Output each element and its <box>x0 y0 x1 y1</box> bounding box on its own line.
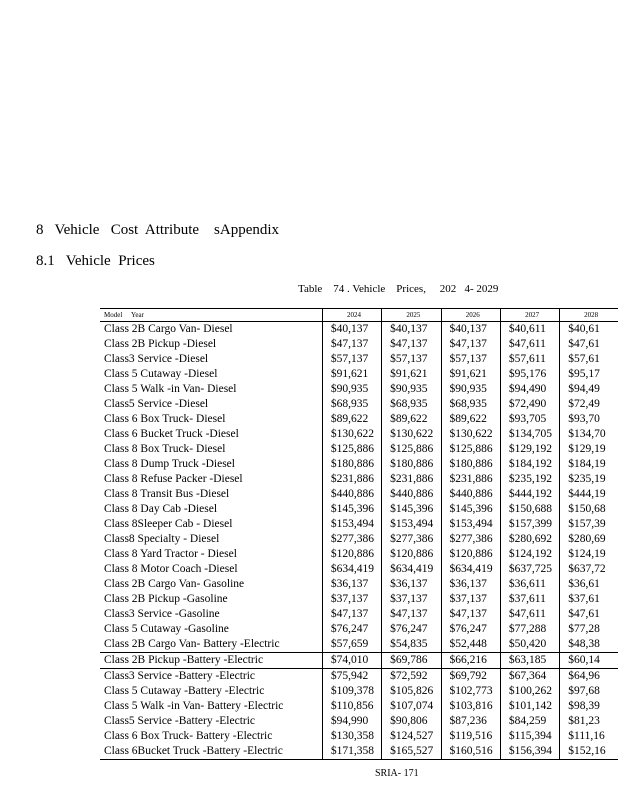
price-cell: $68,935 <box>382 397 441 412</box>
price-cell: $68,935 <box>322 397 381 412</box>
price-cell: $40,137 <box>382 322 441 338</box>
price-cell: $47,137 <box>382 337 441 352</box>
table-row <box>100 669 618 685</box>
model-cell: Class8 Specialty - Diesel <box>104 533 220 545</box>
model-cell: Class 8 Box Truck- Diesel <box>104 443 226 455</box>
price-cell: $634,419 <box>382 562 441 577</box>
price-cell: $124,192 <box>500 547 559 562</box>
model-cell: Class3 Service -Gasoline <box>104 608 220 620</box>
price-cell: $90,935 <box>382 382 441 397</box>
price-cell: $231,886 <box>322 472 381 487</box>
price-cell: $87,236 <box>441 714 500 729</box>
price-cell: $91,621 <box>441 367 500 382</box>
vehicle-prices-table <box>100 308 618 760</box>
price-cell: $91,621 <box>322 367 381 382</box>
year-header: Year <box>131 311 144 319</box>
table-body <box>100 322 618 760</box>
price-cell: $57,61 <box>560 352 618 367</box>
price-cell: $48,38 <box>560 637 618 653</box>
price-cell: $157,39 <box>560 517 618 532</box>
price-cell: $280,692 <box>500 532 559 547</box>
price-cell: $157,399 <box>500 517 559 532</box>
model-cell: Class 8 Dump Truck -Diesel <box>104 458 235 470</box>
price-cell: $47,61 <box>560 607 618 622</box>
price-cell: $37,137 <box>441 592 500 607</box>
table-row <box>100 382 618 397</box>
price-cell: $130,622 <box>382 427 441 442</box>
model-cell: Class 8 Motor Coach -Diesel <box>104 563 238 575</box>
model-cell: Class 6Bucket Truck -Battery -Electric <box>100 744 322 760</box>
price-cell: $444,192 <box>500 487 559 502</box>
price-cell: $130,622 <box>441 427 500 442</box>
model-cell: Class 2B Pickup -Gasoline <box>104 593 228 605</box>
table-row <box>100 352 618 367</box>
price-cell: $184,192 <box>500 457 559 472</box>
table-row <box>100 607 618 622</box>
model-cell: Class3 Service -Battery -Electric <box>100 669 322 685</box>
model-year-header <box>100 309 322 322</box>
price-cell: $36,137 <box>322 577 381 592</box>
price-cell: $637,725 <box>500 562 559 577</box>
table-row <box>100 744 618 760</box>
price-cell: $57,137 <box>441 352 500 367</box>
price-cell: $57,137 <box>322 352 381 367</box>
table-row <box>100 337 618 352</box>
price-cell: $47,611 <box>500 607 559 622</box>
price-cell: $90,935 <box>441 382 500 397</box>
price-cell: $124,527 <box>382 729 441 744</box>
model-cell: Class5 Service -Battery -Electric <box>104 715 256 727</box>
price-cell: $440,886 <box>322 487 381 502</box>
model-cell: Class 6 Box Truck- Diesel <box>104 413 226 425</box>
table-row <box>100 367 618 382</box>
price-cell: $47,611 <box>500 337 559 352</box>
price-cell: $47,61 <box>560 337 618 352</box>
price-cell: $634,419 <box>441 562 500 577</box>
price-cell: $115,394 <box>500 729 559 744</box>
table-row <box>100 427 618 442</box>
price-cell: $153,494 <box>382 517 441 532</box>
price-cell: $110,856 <box>322 699 381 714</box>
table-caption: Table 74 . Vehicle Prices, 202 4- 2029 <box>298 283 499 295</box>
price-cell: $129,19 <box>560 442 618 457</box>
price-cell: $89,622 <box>382 412 441 427</box>
price-cell: $277,386 <box>322 532 381 547</box>
price-cell: $91,621 <box>382 367 441 382</box>
price-cell: $102,773 <box>441 684 500 699</box>
table-row <box>100 577 618 592</box>
price-cell: $120,886 <box>382 547 441 562</box>
price-cell: $109,378 <box>322 684 381 699</box>
price-cell: $125,886 <box>382 442 441 457</box>
model-cell: Class 5 Walk -in Van- Battery -Electric <box>104 700 284 712</box>
price-cell: $36,137 <box>382 577 441 592</box>
price-cell: $637,72 <box>560 562 618 577</box>
table-row <box>100 729 618 744</box>
price-cell: $95,17 <box>560 367 618 382</box>
price-cell: $93,70 <box>560 412 618 427</box>
price-cell: $180,886 <box>322 457 381 472</box>
price-cell: $171,358 <box>322 744 381 760</box>
table-row <box>100 532 618 547</box>
price-cell: $145,396 <box>322 502 381 517</box>
price-cell: $72,490 <box>500 397 559 412</box>
model-cell: Class 8Sleeper Cab - Diesel <box>104 518 233 530</box>
table-row <box>100 397 618 412</box>
price-cell: $36,61 <box>560 577 618 592</box>
table-row <box>100 442 618 457</box>
price-cell: $57,137 <box>382 352 441 367</box>
price-cell: $101,142 <box>500 699 559 714</box>
year-column-header: 2024 <box>322 309 381 322</box>
price-cell: $89,622 <box>441 412 500 427</box>
price-cell: $64,96 <box>560 669 618 685</box>
price-cell: $150,68 <box>560 502 618 517</box>
price-cell: $100,262 <box>500 684 559 699</box>
price-cell: $47,137 <box>322 607 381 622</box>
table-row <box>100 637 618 653</box>
model-header: Model <box>104 311 123 319</box>
price-cell: $40,137 <box>441 322 500 338</box>
price-cell: $76,247 <box>382 622 441 637</box>
price-cell: $134,70 <box>560 427 618 442</box>
price-cell: $125,886 <box>322 442 381 457</box>
price-cell: $66,216 <box>441 653 500 669</box>
model-cell: Class 8 Transit Bus -Diesel <box>104 488 230 500</box>
price-cell: $68,935 <box>441 397 500 412</box>
table-row <box>100 517 618 532</box>
model-cell: Class 2B Pickup -Battery -Electric <box>100 653 322 669</box>
price-cell: $130,622 <box>322 427 381 442</box>
price-cell: $119,516 <box>441 729 500 744</box>
model-cell: Class 2B Cargo Van- Battery -Electric <box>104 638 280 650</box>
price-cell: $76,247 <box>441 622 500 637</box>
table-row <box>100 653 618 669</box>
price-cell: $94,490 <box>500 382 559 397</box>
price-cell: $57,611 <box>500 352 559 367</box>
price-cell: $152,16 <box>560 744 618 760</box>
price-cell: $280,69 <box>560 532 618 547</box>
table-row <box>100 562 618 577</box>
price-cell: $120,886 <box>441 547 500 562</box>
price-cell: $72,49 <box>560 397 618 412</box>
model-cell: Class 2B Cargo Van- Diesel <box>100 322 322 338</box>
table-row <box>100 487 618 502</box>
price-cell: $69,786 <box>382 653 441 669</box>
model-cell: Class5 Service -Diesel <box>104 398 209 410</box>
price-cell: $105,826 <box>382 684 441 699</box>
price-cell: $103,816 <box>441 699 500 714</box>
price-cell: $89,622 <box>322 412 381 427</box>
price-cell: $76,247 <box>322 622 381 637</box>
price-cell: $444,19 <box>560 487 618 502</box>
price-cell: $277,386 <box>382 532 441 547</box>
price-cell: $52,448 <box>441 637 500 653</box>
price-cell: $37,137 <box>382 592 441 607</box>
price-cell: $145,396 <box>441 502 500 517</box>
table-row <box>100 472 618 487</box>
price-cell: $160,516 <box>441 744 500 760</box>
price-cell: $63,185 <box>500 653 559 669</box>
model-cell: Class 8 Day Cab -Diesel <box>104 503 218 515</box>
year-column-header: 2028 <box>560 309 618 322</box>
model-cell: Class 5 Cutaway -Diesel <box>104 368 218 380</box>
price-cell: $120,886 <box>322 547 381 562</box>
price-cell: $125,886 <box>441 442 500 457</box>
subsection-heading: 8.1 Vehicle Prices <box>36 253 155 269</box>
price-cell: $156,394 <box>500 744 559 760</box>
price-cell: $97,68 <box>560 684 618 699</box>
table-row <box>100 412 618 427</box>
table-row <box>100 502 618 517</box>
price-cell: $40,61 <box>560 322 618 338</box>
price-cell: $40,137 <box>322 322 381 338</box>
model-cell: Class 6 Box Truck- Battery -Electric <box>104 730 273 742</box>
price-cell: $440,886 <box>441 487 500 502</box>
table-row <box>100 547 618 562</box>
table-row <box>100 684 618 699</box>
price-cell: $60,14 <box>560 653 618 669</box>
model-cell: Class 8 Refuse Packer -Diesel <box>104 473 243 485</box>
price-cell: $153,494 <box>322 517 381 532</box>
price-cell: $47,137 <box>441 337 500 352</box>
model-cell: Class3 Service -Diesel <box>104 353 209 365</box>
page-footer: SRIA- 171 <box>375 768 419 779</box>
price-cell: $37,61 <box>560 592 618 607</box>
price-cell: $37,611 <box>500 592 559 607</box>
model-cell: Class 5 Walk -in Van- Diesel <box>104 383 237 395</box>
price-cell: $69,792 <box>441 669 500 685</box>
price-cell: $124,19 <box>560 547 618 562</box>
model-cell: Class 5 Cutaway -Gasoline <box>104 623 229 635</box>
price-cell: $84,259 <box>500 714 559 729</box>
price-cell: $150,688 <box>500 502 559 517</box>
price-cell: $47,137 <box>382 607 441 622</box>
price-cell: $165,527 <box>382 744 441 760</box>
price-cell: $75,942 <box>322 669 381 685</box>
price-cell: $130,358 <box>322 729 381 744</box>
price-cell: $40,611 <box>500 322 559 338</box>
price-cell: $231,886 <box>382 472 441 487</box>
price-cell: $81,23 <box>560 714 618 729</box>
price-cell: $277,386 <box>441 532 500 547</box>
table-header-row <box>100 309 618 322</box>
table-row <box>100 322 618 338</box>
price-cell: $36,611 <box>500 577 559 592</box>
price-cell: $77,28 <box>560 622 618 637</box>
price-cell: $184,19 <box>560 457 618 472</box>
price-cell: $54,835 <box>382 637 441 653</box>
year-column-header: 2025 <box>382 309 441 322</box>
price-cell: $180,886 <box>382 457 441 472</box>
price-cell: $74,010 <box>322 653 381 669</box>
price-cell: $47,137 <box>322 337 381 352</box>
price-cell: $72,592 <box>382 669 441 685</box>
price-cell: $90,935 <box>322 382 381 397</box>
price-cell: $94,990 <box>322 714 381 729</box>
table-row <box>100 457 618 472</box>
model-cell: Class 2B Pickup -Diesel <box>104 338 217 350</box>
price-cell: $111,16 <box>560 729 618 744</box>
price-cell: $235,192 <box>500 472 559 487</box>
price-cell: $153,494 <box>441 517 500 532</box>
table-row <box>100 622 618 637</box>
price-cell: $77,288 <box>500 622 559 637</box>
price-cell: $37,137 <box>322 592 381 607</box>
price-cell: $134,705 <box>500 427 559 442</box>
year-column-header: 2026 <box>441 309 500 322</box>
price-cell: $90,806 <box>382 714 441 729</box>
model-cell: Class 8 Yard Tractor - Diesel <box>104 548 237 560</box>
price-cell: $235,19 <box>560 472 618 487</box>
table-row <box>100 714 618 729</box>
price-cell: $440,886 <box>382 487 441 502</box>
table-row <box>100 699 618 714</box>
price-cell: $94,49 <box>560 382 618 397</box>
price-cell: $93,705 <box>500 412 559 427</box>
table-row <box>100 592 618 607</box>
price-cell: $180,886 <box>441 457 500 472</box>
price-cell: $67,364 <box>500 669 559 685</box>
model-cell: Class 5 Cutaway -Battery -Electric <box>104 685 265 697</box>
price-cell: $231,886 <box>441 472 500 487</box>
price-cell: $50,420 <box>500 637 559 653</box>
price-cell: $145,396 <box>382 502 441 517</box>
price-cell: $129,192 <box>500 442 559 457</box>
vehicle-prices-table-container <box>100 308 618 760</box>
price-cell: $107,074 <box>382 699 441 714</box>
model-cell: Class 6 Bucket Truck -Diesel <box>104 428 239 440</box>
price-cell: $36,137 <box>441 577 500 592</box>
section-heading: 8 Vehicle Cost Attribute sAppendix <box>36 222 280 238</box>
model-cell: Class 2B Cargo Van- Gasoline <box>104 578 245 590</box>
price-cell: $95,176 <box>500 367 559 382</box>
price-cell: $634,419 <box>322 562 381 577</box>
price-cell: $98,39 <box>560 699 618 714</box>
year-column-header: 2027 <box>500 309 559 322</box>
price-cell: $47,137 <box>441 607 500 622</box>
price-cell: $57,659 <box>322 637 381 653</box>
